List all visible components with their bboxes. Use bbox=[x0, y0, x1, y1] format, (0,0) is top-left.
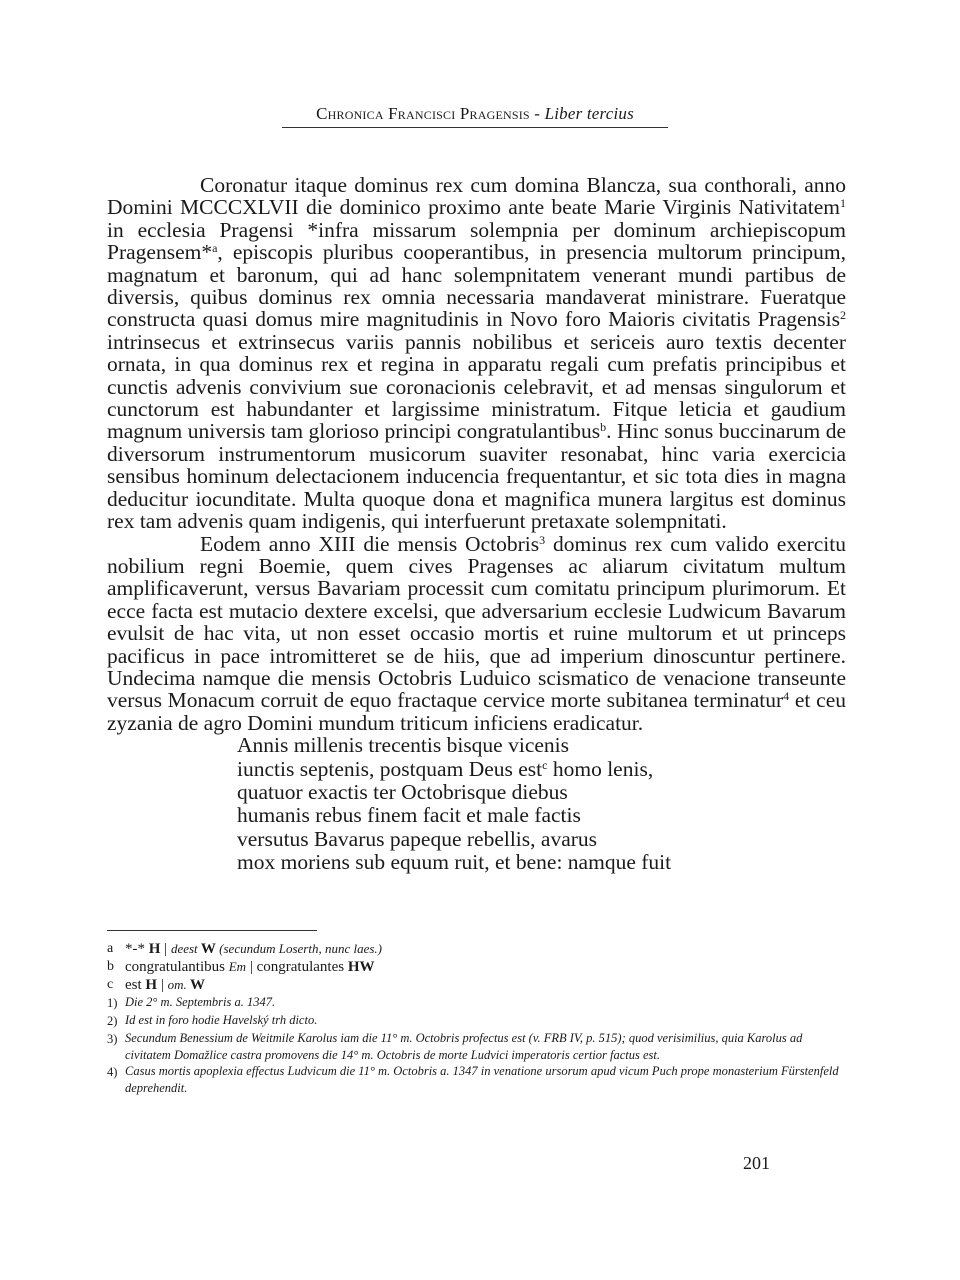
footnote-mark: c bbox=[107, 977, 114, 992]
footnote-text: Die 2° m. Septembris a. 1347. bbox=[125, 995, 276, 1009]
header-book: Liber tercius bbox=[544, 104, 634, 123]
footnote-2 bbox=[107, 1012, 846, 1030]
footnote-mark: 1) bbox=[107, 996, 118, 1010]
text-run: intrinsecus et extrinsecus variis pannis nobilibus et sericeis auro textis decenter ornata, in qua dominus rex et regina in apparatu regali cum prefatis principibus et cunctis advenis convivium sue coronacionis celebravit, et ad mensas singulorum et cunctorum est habundanter et largissime ministratum. Fitque leticia et gaudium magnum universis tam glorioso principi congratulantibus bbox=[107, 329, 846, 444]
footnote-3 bbox=[107, 1030, 846, 1063]
footnote-divider bbox=[107, 930, 317, 931]
footnotes bbox=[107, 940, 846, 1096]
footnote-text: Secundum Benessium de Weitmile Karolus iam die 11° m. Octobris profectus est (v. FRB IV, p. 515); quod verisimilius, quia Karolus ad civitatem Domažlice castra promovens die 14° m. Octobris de morte Ludvici imperatoris certior factus est. bbox=[125, 1031, 803, 1062]
verse-block bbox=[237, 734, 846, 874]
text-run: Eodem anno XIII die mensis Octobris bbox=[200, 531, 540, 556]
footnote-a bbox=[107, 940, 846, 958]
running-header bbox=[282, 104, 668, 128]
verse-line: quatuor exactis ter Octobrisque diebus bbox=[237, 779, 568, 804]
footnote-ref: c bbox=[542, 757, 548, 772]
footnote-text: Id est in foro hodie Havelský trh dicto. bbox=[125, 1013, 318, 1027]
text-run: homo lenis, bbox=[547, 756, 654, 781]
verse-line bbox=[237, 758, 846, 781]
verse-line: Annis millenis trecentis bisque vicenis bbox=[237, 733, 570, 758]
header-separator: - bbox=[529, 104, 545, 123]
footnote-ref: 2 bbox=[840, 308, 846, 323]
footnote-ref: a bbox=[212, 241, 218, 256]
text-run: et ceu zyzania de agro Domini mundum triticum inficiens eradicatur. bbox=[107, 688, 846, 735]
footnote-b bbox=[107, 958, 846, 976]
text-run: dominus rex cum valido exercitu nobilium regni Boemie, quem cives Pragenses ac aliarum civitatum multum amplificaverunt, versus Bavariam processit cum comitatu principum plurimorum. Et ecce facta est mutacio dextere excelsi, que adversarium ecclesie Ludwicum Bavarum evulsit de hac vita, ut non esset occasio mortis et ruine multorum et ut princeps pacificus in pace intromitteret se de hiis, que ad imperium dinoscuntur pertinere. Undecima namque die mensis Octobris Luduico scismatico de venacione transeunte versus Monacum corruit de equo fractaque cervice morte subitanea terminatur bbox=[107, 531, 846, 713]
footnote-mark: 4) bbox=[107, 1065, 118, 1079]
footnote-1 bbox=[107, 994, 846, 1012]
page-number: 201 bbox=[743, 1153, 770, 1173]
footnote-mark: 3) bbox=[107, 1032, 118, 1046]
footnote-text: congratulantibus Em | congratulantes HW bbox=[125, 959, 375, 975]
footnote-text: *-* H | deest W (secundum Loserth, nunc laes.) bbox=[125, 941, 382, 957]
footnote-text: est H | om. W bbox=[125, 977, 205, 993]
header-title: Chronica Francisci Pragensis bbox=[316, 104, 530, 123]
footnote-mark: a bbox=[107, 941, 114, 956]
text-run: Coronatur itaque dominus rex cum domina Blancza, sua conthorali, anno Domini MCCCXLVII die dominico proximo ante beate Marie Virginis Nativitatem bbox=[107, 173, 846, 220]
verse-line: versutus Bavarus papeque rebellis, avarus bbox=[237, 826, 598, 851]
paragraph-1 bbox=[107, 174, 846, 533]
verse-line: humanis rebus finem facit et male factis bbox=[237, 803, 581, 828]
footnote-4 bbox=[107, 1063, 846, 1096]
footnote-ref: 4 bbox=[783, 689, 790, 704]
text-run: , episcopis pluribus cooperantibus, in presencia multorum principum, magnatum et baronum, qui ad hanc solempnitatem venerant mundi partibus de diversis, quibus dominus rex omnia necessaria mandaverat ministrare. Fueratque constructa quasi domus mire magnitudinis in Novo foro Maioris civitatis Pragensis bbox=[107, 240, 846, 332]
footnote-ref: 1 bbox=[840, 196, 846, 211]
text-run: . Hinc sonus buccinarum de diversorum instrumentorum musicorum suaviter resonabat, hinc varia exercicia sensibus hominum delectacionem inducencia frequentantur, et sic tota dies in magna deducitur iocunditate. Multa quoque dona et magnifica munera largitus est dominus rex tam advenis quam indigenis, qui interfuerunt pretaxate solempnitati. bbox=[107, 419, 846, 534]
verse-line: mox moriens sub equum ruit, et bene: namque fuit bbox=[237, 850, 672, 875]
footnote-ref: b bbox=[600, 420, 607, 435]
paragraph-2 bbox=[107, 533, 846, 735]
main-text bbox=[107, 174, 846, 875]
footnote-text: Casus mortis apoplexia effectus Ludvicum die 11° m. Octobris a. 1347 in venatione ursorum apud vicum Puch prope monasterium Fürstenfeld deprehendit. bbox=[125, 1064, 839, 1095]
footnote-ref: 3 bbox=[539, 532, 546, 547]
text-run: in ecclesia Pragensi *infra missarum solempnia per dominum archiepiscopum Pragensem* bbox=[107, 217, 846, 265]
text-run: iunctis septenis, postquam Deus est bbox=[237, 756, 543, 781]
footnote-mark: 2) bbox=[107, 1014, 118, 1028]
footnote-mark: b bbox=[107, 959, 114, 974]
footnote-c bbox=[107, 976, 846, 994]
